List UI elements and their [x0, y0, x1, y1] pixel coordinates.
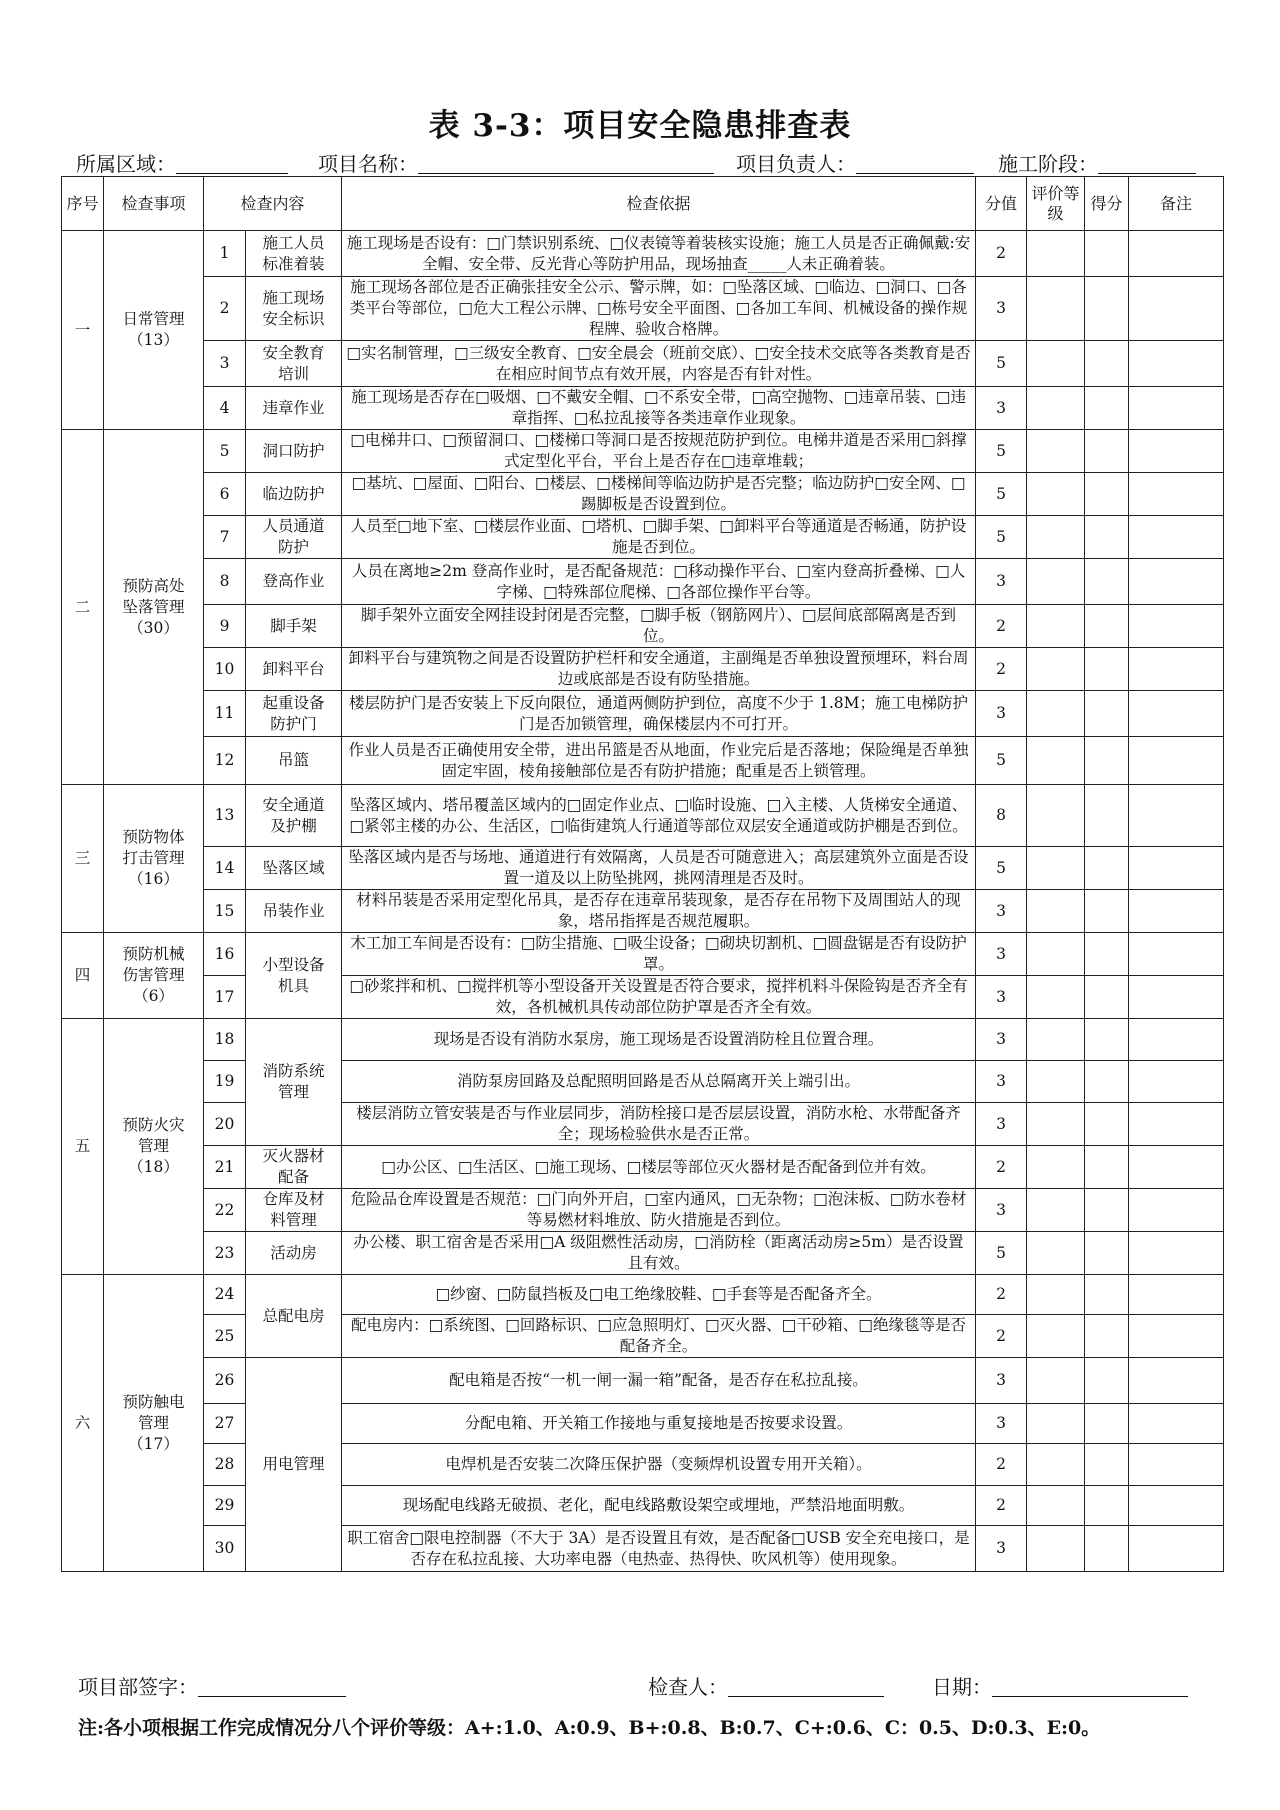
table-row	[62, 847, 1224, 890]
remark-cell[interactable]	[1129, 341, 1224, 387]
score-cell[interactable]	[1085, 737, 1129, 785]
date-blank[interactable]	[992, 1676, 1188, 1697]
table-row	[62, 473, 1224, 516]
score-cell[interactable]	[1085, 1146, 1129, 1189]
score-cell[interactable]	[1085, 1486, 1129, 1526]
item-number: 8	[204, 559, 246, 605]
item-content: 违章作业	[246, 387, 342, 430]
item-basis: 坠落区域内是否与场地、通道进行有效隔离，人员是否可随意进入；高层建筑外立面是否设置一道及以上防坠挑网，挑网清理是否及时。	[342, 847, 976, 890]
item-number: 10	[204, 648, 246, 691]
item-content: 施工现场安全标识	[246, 277, 342, 341]
grade-cell[interactable]	[1027, 1189, 1085, 1232]
group-category	[104, 430, 204, 785]
group-category	[104, 933, 204, 1019]
stage-blank[interactable]	[1098, 153, 1196, 174]
item-points: 3	[976, 1103, 1027, 1146]
score-cell[interactable]	[1085, 341, 1129, 387]
score-cell[interactable]	[1085, 559, 1129, 605]
remark-cell[interactable]	[1129, 1146, 1224, 1189]
remark-cell[interactable]	[1129, 1526, 1224, 1572]
item-number: 4	[204, 387, 246, 430]
score-cell[interactable]	[1085, 691, 1129, 737]
grade-cell[interactable]	[1027, 1358, 1085, 1404]
table-row	[62, 1275, 1224, 1315]
table-row	[62, 1315, 1224, 1358]
table-row	[62, 737, 1224, 785]
item-basis: 坠落区域内、塔吊覆盖区域内的□固定作业点、□临时设施、□入主楼、人货梯安全通道、□紧邻主楼的办公、生活区，□临街建筑人行通道等部位双层安全通道或防护棚是否到位。	[342, 785, 976, 847]
item-points: 2	[976, 1146, 1027, 1189]
table-row	[62, 559, 1224, 605]
group-total: （16）	[128, 870, 179, 888]
item-basis: 材料吊装是否采用定型化吊具，是否存在违章吊装现象，是否存在吊物下及周围站人的现象，塔吊指挥是否规范履职。	[342, 890, 976, 933]
grade-cell[interactable]	[1027, 737, 1085, 785]
dept-sign-blank[interactable]	[198, 1676, 346, 1697]
grade-cell[interactable]	[1027, 1103, 1085, 1146]
grade-cell[interactable]	[1027, 277, 1085, 341]
item-points: 5	[976, 473, 1027, 516]
score-cell[interactable]	[1085, 1526, 1129, 1572]
grade-cell[interactable]	[1027, 1146, 1085, 1189]
grade-cell[interactable]	[1027, 1232, 1085, 1275]
item-points: 3	[976, 1526, 1027, 1572]
score-cell[interactable]	[1085, 933, 1129, 976]
group-name: 日常管理	[122, 310, 185, 328]
remark-cell[interactable]	[1129, 1019, 1224, 1061]
grade-cell[interactable]	[1027, 1315, 1085, 1358]
grade-cell[interactable]	[1027, 231, 1085, 277]
table-row	[62, 387, 1224, 430]
header-seq: 序号	[62, 177, 104, 231]
remark-cell[interactable]	[1129, 1444, 1224, 1486]
group-name: 预防触电管理	[122, 1392, 185, 1432]
grade-cell[interactable]	[1027, 648, 1085, 691]
item-number: 29	[204, 1486, 246, 1526]
header-remark: 备注	[1129, 177, 1224, 231]
inspector-label: 检查人：	[648, 1675, 728, 1699]
table-row	[62, 648, 1224, 691]
item-basis: 危险品仓库设置是否规范：□门向外开启，□室内通风，□无杂物；□泡沫板、□防水卷材等易燃材料堆放、防火措施是否到位。	[342, 1189, 976, 1232]
item-content: 登高作业	[246, 559, 342, 605]
group-seq: 一	[62, 231, 104, 430]
region-label: 所属区域：	[76, 152, 176, 176]
remark-cell[interactable]	[1129, 1358, 1224, 1404]
score-cell[interactable]	[1085, 277, 1129, 341]
stage-label: 施工阶段：	[998, 152, 1098, 176]
group-total: （18）	[128, 1158, 179, 1176]
score-cell[interactable]	[1085, 1315, 1129, 1358]
group-category	[104, 1275, 204, 1572]
page-title: 表 3-3：项目安全隐患排查表	[428, 108, 852, 144]
manager-blank[interactable]	[856, 153, 974, 174]
item-points: 3	[976, 976, 1027, 1019]
group-seq: 三	[62, 785, 104, 933]
item-points: 3	[976, 387, 1027, 430]
item-basis: 施工现场是否设有：□门禁识别系统、□仪表镜等着装核实设施；施工人员是否正确佩戴:安全帽、安全带、反光背心等防护用品，现场抽查_____人未正确着装。	[342, 231, 976, 277]
item-number: 1	[204, 231, 246, 277]
table-row	[62, 691, 1224, 737]
grading-note: 注:各小项根据工作完成情况分八个评价等级：A+:1.0、A:0.9、B+:0.8、B:0.7、C+:0.6、C：0.5、D:0.3、E:0。	[78, 1717, 1101, 1739]
item-content: 吊装作业	[246, 890, 342, 933]
item-content: 仓库及材料管理	[246, 1189, 342, 1232]
item-content: 施工人员标准着装	[246, 231, 342, 277]
grade-cell[interactable]	[1027, 1019, 1085, 1061]
item-content: 安全教育培训	[246, 341, 342, 387]
score-cell[interactable]	[1085, 1103, 1129, 1146]
item-number: 6	[204, 473, 246, 516]
header-score: 得分	[1085, 177, 1129, 231]
item-number: 27	[204, 1404, 246, 1444]
item-points: 5	[976, 430, 1027, 473]
item-number: 16	[204, 933, 246, 976]
item-number: 22	[204, 1189, 246, 1232]
item-points: 2	[976, 231, 1027, 277]
item-number: 20	[204, 1103, 246, 1146]
item-basis: □实名制管理，□三级安全教育、□安全晨会（班前交底）、□安全技术交底等各类教育是否在相应时间节点有效开展，内容是否有针对性。	[342, 341, 976, 387]
item-basis: □基坑、□屋面、□阳台、□楼层、□楼梯间等临边防护是否完整；临边防护□安全网、□踢脚板是否设置到位。	[342, 473, 976, 516]
grade-cell[interactable]	[1027, 890, 1085, 933]
item-points: 3	[976, 1061, 1027, 1103]
remark-cell[interactable]	[1129, 559, 1224, 605]
item-basis: 配电房内：□系统图、□回路标识、□应急照明灯、□灭火器、□干砂箱、□绝缘毯等是否配备齐全。	[342, 1315, 976, 1358]
group-name: 预防机械伤害管理	[122, 945, 185, 984]
group-name: 预防物体打击管理	[122, 828, 185, 867]
remark-cell[interactable]	[1129, 1103, 1224, 1146]
item-number: 12	[204, 737, 246, 785]
remark-cell[interactable]	[1129, 277, 1224, 341]
inspector-blank[interactable]	[728, 1676, 884, 1697]
table-row	[62, 277, 1224, 341]
item-basis: 楼层消防立管安装是否与作业层同步，消防栓接口是否层层设置，消防水枪、水带配备齐全；现场检验供水是否正常。	[342, 1103, 976, 1146]
remark-cell[interactable]	[1129, 387, 1224, 430]
item-basis: 人员在离地≥2m 登高作业时，是否配备规范：□移动操作平台、□室内登高折叠梯、□人字梯、□特殊部位爬梯、□各部位操作平台等。	[342, 559, 976, 605]
grade-cell[interactable]	[1027, 1526, 1085, 1572]
table-row	[62, 1061, 1224, 1103]
table-row	[62, 785, 1224, 847]
header-grade: 评价等级	[1027, 177, 1085, 231]
table-row	[62, 1486, 1224, 1526]
remark-cell[interactable]	[1129, 737, 1224, 785]
remark-cell[interactable]	[1129, 648, 1224, 691]
header-points: 分值	[976, 177, 1027, 231]
date-label: 日期：	[932, 1675, 992, 1699]
grade-cell[interactable]	[1027, 1404, 1085, 1444]
group-seq: 四	[62, 933, 104, 1019]
region-blank[interactable]	[176, 153, 288, 174]
remark-cell[interactable]	[1129, 1232, 1224, 1275]
item-points: 3	[976, 1404, 1027, 1444]
remark-cell[interactable]	[1129, 1404, 1224, 1444]
score-cell[interactable]	[1085, 1232, 1129, 1275]
grade-cell[interactable]	[1027, 605, 1085, 648]
item-number: 25	[204, 1315, 246, 1358]
remark-cell[interactable]	[1129, 231, 1224, 277]
grade-cell[interactable]	[1027, 1061, 1085, 1103]
table-row	[62, 976, 1224, 1019]
item-basis: □办公区、□生活区、□施工现场、□楼层等部位灭火器材是否配备到位并有效。	[342, 1146, 976, 1189]
score-cell[interactable]	[1085, 605, 1129, 648]
score-cell[interactable]	[1085, 1189, 1129, 1232]
group-category	[104, 785, 204, 933]
item-basis: □电梯井口、□预留洞口、□楼梯口等洞口是否按规范防护到位。电梯井道是否采用□斜撑式定型化平台，平台上是否存在□违章堆载；	[342, 430, 976, 473]
region-field[interactable]	[76, 148, 288, 177]
remark-cell[interactable]	[1129, 1189, 1224, 1232]
item-points: 3	[976, 1019, 1027, 1061]
table-row	[62, 1103, 1224, 1146]
item-number: 13	[204, 785, 246, 847]
group-total: （6）	[133, 987, 174, 1005]
item-points: 3	[976, 890, 1027, 933]
group-category	[104, 1019, 204, 1275]
remark-cell[interactable]	[1129, 473, 1224, 516]
table-row	[62, 341, 1224, 387]
item-content: 临边防护	[246, 473, 342, 516]
item-basis: 卸料平台与建筑物之间是否设置防护栏杆和安全通道，主副绳是否单独设置预埋环，料台周边或底部是否设有防坠措施。	[342, 648, 976, 691]
score-cell[interactable]	[1085, 1444, 1129, 1486]
item-number: 5	[204, 430, 246, 473]
score-cell[interactable]	[1085, 1275, 1129, 1315]
table-row	[62, 890, 1224, 933]
item-content: 起重设备防护门	[246, 691, 342, 737]
dept-sign-label: 项目部签字：	[78, 1675, 198, 1699]
item-points: 3	[976, 691, 1027, 737]
score-cell[interactable]	[1085, 1061, 1129, 1103]
item-points: 5	[976, 847, 1027, 890]
item-content: 消防系统管理	[246, 1019, 342, 1146]
item-number: 28	[204, 1444, 246, 1486]
item-number: 19	[204, 1061, 246, 1103]
item-content: 吊篮	[246, 737, 342, 785]
item-number: 15	[204, 890, 246, 933]
project-field[interactable]	[318, 148, 714, 177]
remark-cell[interactable]	[1129, 890, 1224, 933]
item-basis: 作业人员是否正确使用安全带，进出吊篮是否从地面，作业完后是否落地；保险绳是否单独固定牢固，棱角接触部位是否有防护措施；配重是否上锁管理。	[342, 737, 976, 785]
item-basis: 分配电箱、开关箱工作接地与重复接地是否按要求设置。	[342, 1404, 976, 1444]
inspector-field[interactable]	[648, 1671, 884, 1700]
score-cell[interactable]	[1085, 1404, 1129, 1444]
score-cell[interactable]	[1085, 231, 1129, 277]
item-basis: 人员至□地下室、□楼层作业面、□塔机、□脚手架、□卸料平台等通道是否畅通，防护设施是否到位。	[342, 516, 976, 559]
item-points: 3	[976, 277, 1027, 341]
grade-cell[interactable]	[1027, 847, 1085, 890]
item-basis: 办公楼、职工宿舍是否采用□A 级阻燃性活动房，□消防栓（距离活动房≥5m）是否设置且有效。	[342, 1232, 976, 1275]
score-cell[interactable]	[1085, 847, 1129, 890]
remark-cell[interactable]	[1129, 933, 1224, 976]
project-label: 项目名称：	[318, 152, 418, 176]
remark-cell[interactable]	[1129, 605, 1224, 648]
remark-cell[interactable]	[1129, 785, 1224, 847]
header-category: 检查事项	[104, 177, 204, 231]
item-basis: 施工现场是否存在□吸烟、□不戴安全帽、□不系安全带，□高空抛物、□违章吊装、□违章指挥、□私拉乱接等各类违章作业现象。	[342, 387, 976, 430]
group-total: （13）	[128, 331, 179, 349]
item-basis: 配电箱是否按“一机一闸一漏一箱”配备，是否存在私拉乱接。	[342, 1358, 976, 1404]
item-basis: 电焊机是否安装二次降压保护器（变频焊机设置专用开关箱）。	[342, 1444, 976, 1486]
remark-cell[interactable]	[1129, 691, 1224, 737]
group-name: 预防高处坠落管理	[122, 576, 185, 616]
score-cell[interactable]	[1085, 430, 1129, 473]
grade-cell[interactable]	[1027, 430, 1085, 473]
group-total: （30）	[128, 618, 179, 637]
remark-cell[interactable]	[1129, 1486, 1224, 1526]
grade-cell[interactable]	[1027, 691, 1085, 737]
item-content: 活动房	[246, 1232, 342, 1275]
item-basis: 职工宿舍□限电控制器（不大于 3A）是否设置且有效，是否配备□USB 安全充电接口，是否存在私拉乱接、大功率电器（电热壶、热得快、吹风机等）使用现象。	[342, 1526, 976, 1572]
item-number: 7	[204, 516, 246, 559]
item-number: 24	[204, 1275, 246, 1315]
grade-cell[interactable]	[1027, 785, 1085, 847]
group-seq: 六	[62, 1275, 104, 1572]
item-points: 2	[976, 1444, 1027, 1486]
group-seq: 五	[62, 1019, 104, 1275]
item-number: 18	[204, 1019, 246, 1061]
item-points: 5	[976, 1232, 1027, 1275]
item-points: 5	[976, 516, 1027, 559]
item-content: 灭火器材配备	[246, 1146, 342, 1189]
grade-cell[interactable]	[1027, 559, 1085, 605]
item-basis: 现场是否设有消防水泵房，施工现场是否设置消防栓且位置合理。	[342, 1019, 976, 1061]
table-row	[62, 605, 1224, 648]
group-name: 预防火灾管理	[122, 1116, 185, 1155]
score-cell[interactable]	[1085, 785, 1129, 847]
item-points: 5	[976, 341, 1027, 387]
table-row	[62, 1232, 1224, 1275]
item-number: 11	[204, 691, 246, 737]
manager-field[interactable]	[736, 148, 974, 177]
grade-cell[interactable]	[1027, 1444, 1085, 1486]
item-points: 5	[976, 737, 1027, 785]
item-content: 用电管理	[246, 1358, 342, 1572]
item-basis: □纱窗、□防鼠挡板及□电工绝缘胶鞋、□手套等是否配备齐全。	[342, 1275, 976, 1315]
item-number: 30	[204, 1526, 246, 1572]
item-points: 8	[976, 785, 1027, 847]
score-cell[interactable]	[1085, 648, 1129, 691]
table-row	[62, 1404, 1224, 1444]
table-row	[62, 1358, 1224, 1404]
item-points: 3	[976, 1189, 1027, 1232]
table-row	[62, 1019, 1224, 1061]
item-points: 2	[976, 648, 1027, 691]
group-total: （17）	[128, 1434, 179, 1453]
item-points: 3	[976, 559, 1027, 605]
grade-cell[interactable]	[1027, 1486, 1085, 1526]
item-content: 人员通道防护	[246, 516, 342, 559]
item-points: 2	[976, 1275, 1027, 1315]
group-category	[104, 231, 204, 430]
inspection-table	[61, 176, 1224, 1572]
item-content: 安全通道及护棚	[246, 785, 342, 847]
item-points: 2	[976, 1486, 1027, 1526]
remark-cell[interactable]	[1129, 976, 1224, 1019]
table-row	[62, 1189, 1224, 1232]
remark-cell[interactable]	[1129, 1275, 1224, 1315]
item-number: 23	[204, 1232, 246, 1275]
item-basis: 脚手架外立面安全网挂设封闭是否完整，□脚手板（钢筋网片）、□层间底部隔离是否到位。	[342, 605, 976, 648]
project-blank[interactable]	[418, 153, 714, 174]
item-content: 洞口防护	[246, 430, 342, 473]
stage-field[interactable]	[998, 148, 1196, 177]
table-row	[62, 933, 1224, 976]
item-number: 26	[204, 1358, 246, 1404]
item-basis: 现场配电线路无破损、老化，配电线路敷设架空或埋地，严禁沿地面明敷。	[342, 1486, 976, 1526]
item-number: 3	[204, 341, 246, 387]
grade-cell[interactable]	[1027, 933, 1085, 976]
table-row	[62, 516, 1224, 559]
item-number: 21	[204, 1146, 246, 1189]
table-body	[62, 231, 1224, 1572]
score-cell[interactable]	[1085, 1019, 1129, 1061]
item-content: 卸料平台	[246, 648, 342, 691]
grade-cell[interactable]	[1027, 341, 1085, 387]
item-content: 坠落区域	[246, 847, 342, 890]
score-cell[interactable]	[1085, 1358, 1129, 1404]
manager-label: 项目负责人：	[736, 152, 856, 176]
table-row	[62, 1526, 1224, 1572]
item-points: 2	[976, 1315, 1027, 1358]
item-basis: □砂浆拌和机、□搅拌机等小型设备开关设置是否符合要求，搅拌机料斗保险钩是否齐全有效，各机械机具传动部位防护罩是否齐全有效。	[342, 976, 976, 1019]
item-points: 3	[976, 933, 1027, 976]
remark-cell[interactable]	[1129, 1061, 1224, 1103]
item-points: 3	[976, 1358, 1027, 1404]
grade-cell[interactable]	[1027, 976, 1085, 1019]
remark-cell[interactable]	[1129, 516, 1224, 559]
item-number: 9	[204, 605, 246, 648]
grade-cell[interactable]	[1027, 1275, 1085, 1315]
item-number: 2	[204, 277, 246, 341]
item-basis: 施工现场各部位是否正确张挂安全公示、警示牌，如：□坠落区域、□临边、□洞口、□各类平台等部位，□危大工程公示牌、□栋号安全平面图、□各加工车间、机械设备的操作规程牌、验收合格牌。	[342, 277, 976, 341]
item-number: 17	[204, 976, 246, 1019]
grade-cell[interactable]	[1027, 473, 1085, 516]
item-content: 小型设备机具	[246, 933, 342, 1019]
score-cell[interactable]	[1085, 516, 1129, 559]
score-cell[interactable]	[1085, 473, 1129, 516]
table-header-row	[62, 177, 1224, 231]
table-row	[62, 1444, 1224, 1486]
dept-sign-field[interactable]	[78, 1671, 346, 1700]
item-basis: 木工加工车间是否设有：□防尘措施、□吸尘设备；□砌块切割机、□圆盘锯是否有设防护罩。	[342, 933, 976, 976]
score-cell[interactable]	[1085, 976, 1129, 1019]
header-basis: 检查依据	[342, 177, 976, 231]
group-seq: 二	[62, 430, 104, 785]
header-content: 检查内容	[204, 177, 342, 231]
remark-cell[interactable]	[1129, 1315, 1224, 1358]
item-number: 14	[204, 847, 246, 890]
score-cell[interactable]	[1085, 387, 1129, 430]
item-content: 总配电房	[246, 1275, 342, 1358]
date-field[interactable]	[932, 1671, 1188, 1700]
score-cell[interactable]	[1085, 890, 1129, 933]
item-points: 2	[976, 605, 1027, 648]
item-basis: 消防泵房回路及总配照明回路是否从总隔离开关上端引出。	[342, 1061, 976, 1103]
table-row	[62, 1146, 1224, 1189]
table-row	[62, 430, 1224, 473]
remark-cell[interactable]	[1129, 430, 1224, 473]
grade-cell[interactable]	[1027, 516, 1085, 559]
item-content: 脚手架	[246, 605, 342, 648]
grade-cell[interactable]	[1027, 387, 1085, 430]
remark-cell[interactable]	[1129, 847, 1224, 890]
table-row	[62, 231, 1224, 277]
item-basis: 楼层防护门是否安装上下反向限位，通道两侧防护到位，高度不少于 1.8M；施工电梯防护门是否加锁管理，确保楼层内不可打开。	[342, 691, 976, 737]
